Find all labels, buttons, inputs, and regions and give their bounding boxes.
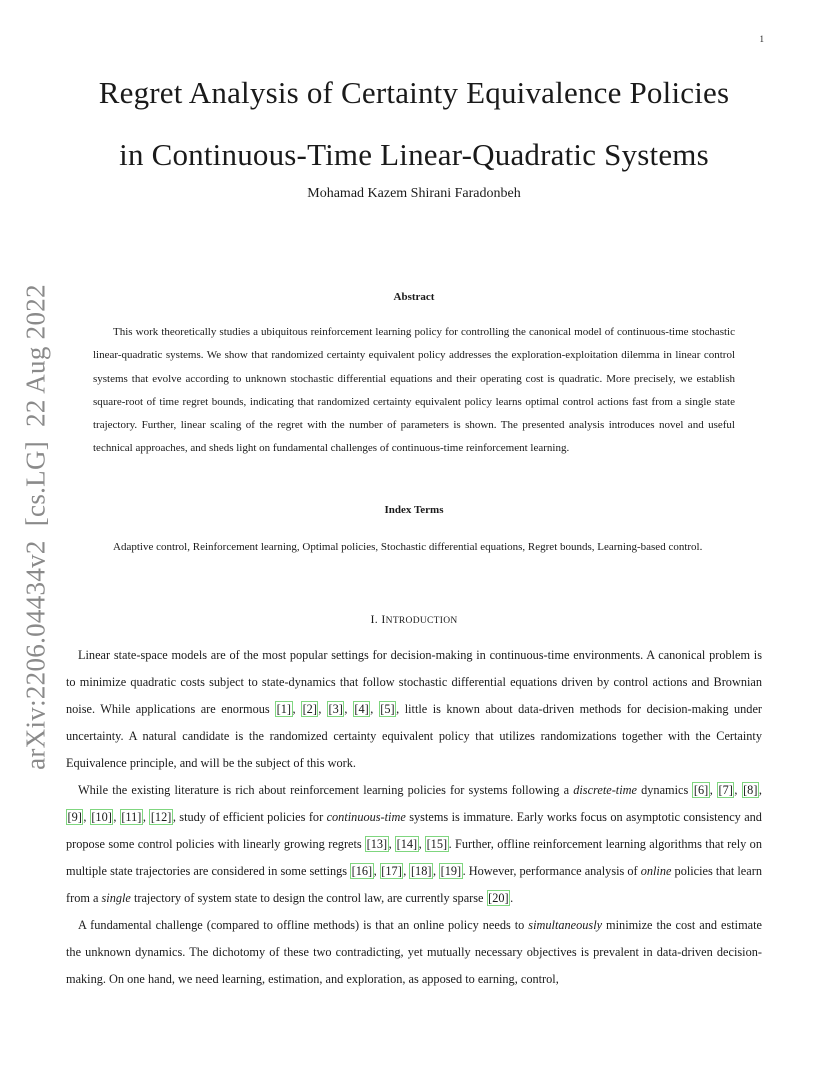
text-run: systems is immature. Early works focus on asymptotic consistency and propose some control policies with linearly growing regrets [66,810,762,851]
paper-title [0,62,828,186]
citation-link[interactable]: [2] [302,702,317,716]
citation-link[interactable]: [8] [743,783,758,797]
text-run: While the existing literature is rich about reinforcement learning policies for systems following a [78,783,574,797]
title-line-1: Regret Analysis of Certainty Equivalence Policies [98,75,730,110]
arxiv-id[interactable]: arXiv:2206.04434v2 [20,540,51,770]
abstract-text: This work theoretically studies a ubiquitous reinforcement learning policy for controlling the canonical model of continuous-time stochastic linear-quadratic systems. We show that randomized certainty equivalent policy addresses the exploration-exploitation dilemma in linear control systems that evolve according to unknown stochastic differential equations and their operating cost is quadratic. More precisely, we establish square-root of time regret bounds, indicating that randomized certainty equivalent policy learns optimal control actions fast from a single state trajectory. Further, linear scaling of the regret with the number of parameters is shown. The presented analysis introduces novel and useful technical approaches, and sheds light on fundamental challenges of continuous-time reinforcement learning. [93,326,735,455]
text-run: , little is known about data-driven methods for decision-making under uncertainty. A natural candidate is the randomized certainty equivalent policy that utilizes randomizations together with the Certainty Equivalence principle, and will be the subject of this work. [66,702,763,770]
text-run: trajectory of system state to design the control law, are currently sparse [130,891,487,905]
section-first-letter: I [381,612,386,626]
text-run: , study of efficient policies for [172,810,327,824]
emphasis-text: discrete-time [573,783,637,797]
citation-link[interactable]: [13] [366,837,388,851]
citation-link[interactable]: [1] [276,702,292,716]
text-run: Linear state-space models are of the most popular settings for decision-making in continuous-time environments. A canonical problem is to minimize quadratic costs subject to state-dynamics that follow stochastic differential equations driven by control actions and Brownian noise. While applications are enormous [66,648,762,716]
citation-link[interactable]: [3] [328,702,343,716]
citation-link[interactable]: [14] [396,837,418,851]
section-numeral: I. [370,612,379,626]
emphasis-text: continuous-time [326,810,406,824]
intro-paragraph-2: While the existing literature is rich about reinforcement learning policies for systems following a discrete-time dynamics [6] , [7] , [8] , [9] , [10] , [11] , [12] , study of efficient policies for continuous-time systems is immature. Early works focus on asymptotic consistency and propose some control policies with linearly growing regrets [13] , [14] , [15] . Further, offline reinforcement learning algorithms that rely on multiple state trajectories are considered in some settings [16] , [17] , [18] , [19] . However, performance analysis of online policies that learn from a single trajectory of system state to design the control law, are currently sparse [20] . [66,783,762,905]
page-number: 1 [759,34,764,44]
citation-link[interactable]: [19] [440,864,462,878]
citation-link[interactable]: [6] [693,783,709,797]
title-line-2: in Continuous-Time Linear-Quadratic Systems [119,137,709,172]
citation-link[interactable]: [5] [380,702,395,716]
citation-link[interactable]: [18] [410,864,432,878]
text-run: . Further, offline reinforcement learning algorithms that rely on multiple state trajectories are considered in some settings [66,837,762,878]
arxiv-category: [cs.LG] [20,440,51,527]
section-title-rest: NTRODUCTION [385,616,458,626]
text-run: . [510,891,514,905]
citation-link[interactable]: [16] [351,864,373,878]
text-run: A fundamental challenge (compared to offline methods) is that an online policy needs to [78,918,529,932]
intro-paragraph-3 [66,912,762,993]
abstract-heading: Abstract [393,291,435,303]
citation-link[interactable]: [9] [67,810,82,824]
citation-link[interactable]: [11] [121,810,142,824]
citation-link[interactable]: [20] [488,891,509,905]
intro-paragraph-1: Linear state-space models are of the most popular settings for decision-making in continuous-time environments. A canonical problem is to minimize quadratic costs subject to state-dynamics that follow stochastic differential equations driven by control actions and Brownian noise. While applications are enormous [1] , [2] , [3] , [4] , [5] , little is known about data-driven methods for decision-making under uncertainty. A natural candidate is the randomized certainty equivalent policy that utilizes randomizations together with the Certainty Equivalence principle, and will be the subject of this work. [66,648,763,770]
citation-link[interactable]: [10] [91,810,112,824]
text-run: dynamics [636,783,693,797]
citation-link[interactable]: [4] [354,702,369,716]
arxiv-date: 22 Aug 2022 [20,284,51,427]
emphasis-text: online [640,864,672,878]
citation-link[interactable]: [12] [150,810,172,824]
text-run: . However, performance analysis of [462,864,641,878]
emphasis-text: simultaneously [528,918,603,932]
author-name: Mohamad Kazem Shirani Faradonbeh [307,186,521,201]
citation-link[interactable]: [15] [426,837,448,851]
citation-link[interactable]: [7] [718,783,733,797]
emphasis-text: single [101,891,131,905]
index-terms-text: Adaptive control, Reinforcement learning, Optimal policies, Stochastic differential equations, Regret bounds, Learning-based control. [113,541,703,553]
text-run: minimize the cost and estimate the unknown dynamics. The dichotomy of these two contradicting, yet mutually necessary objectives is prevalent in data-driven decision-making. On one hand, we need learning, estimation, and exploration, as apposed to earning, control, [66,918,763,986]
index-terms-heading: Index Terms [384,504,444,516]
citation-link[interactable]: [17] [381,864,402,878]
introduction-heading [0,612,828,627]
arxiv-stamp [21,270,52,770]
text-run: policies that learn from a [66,864,762,905]
introduction-body [66,642,762,993]
